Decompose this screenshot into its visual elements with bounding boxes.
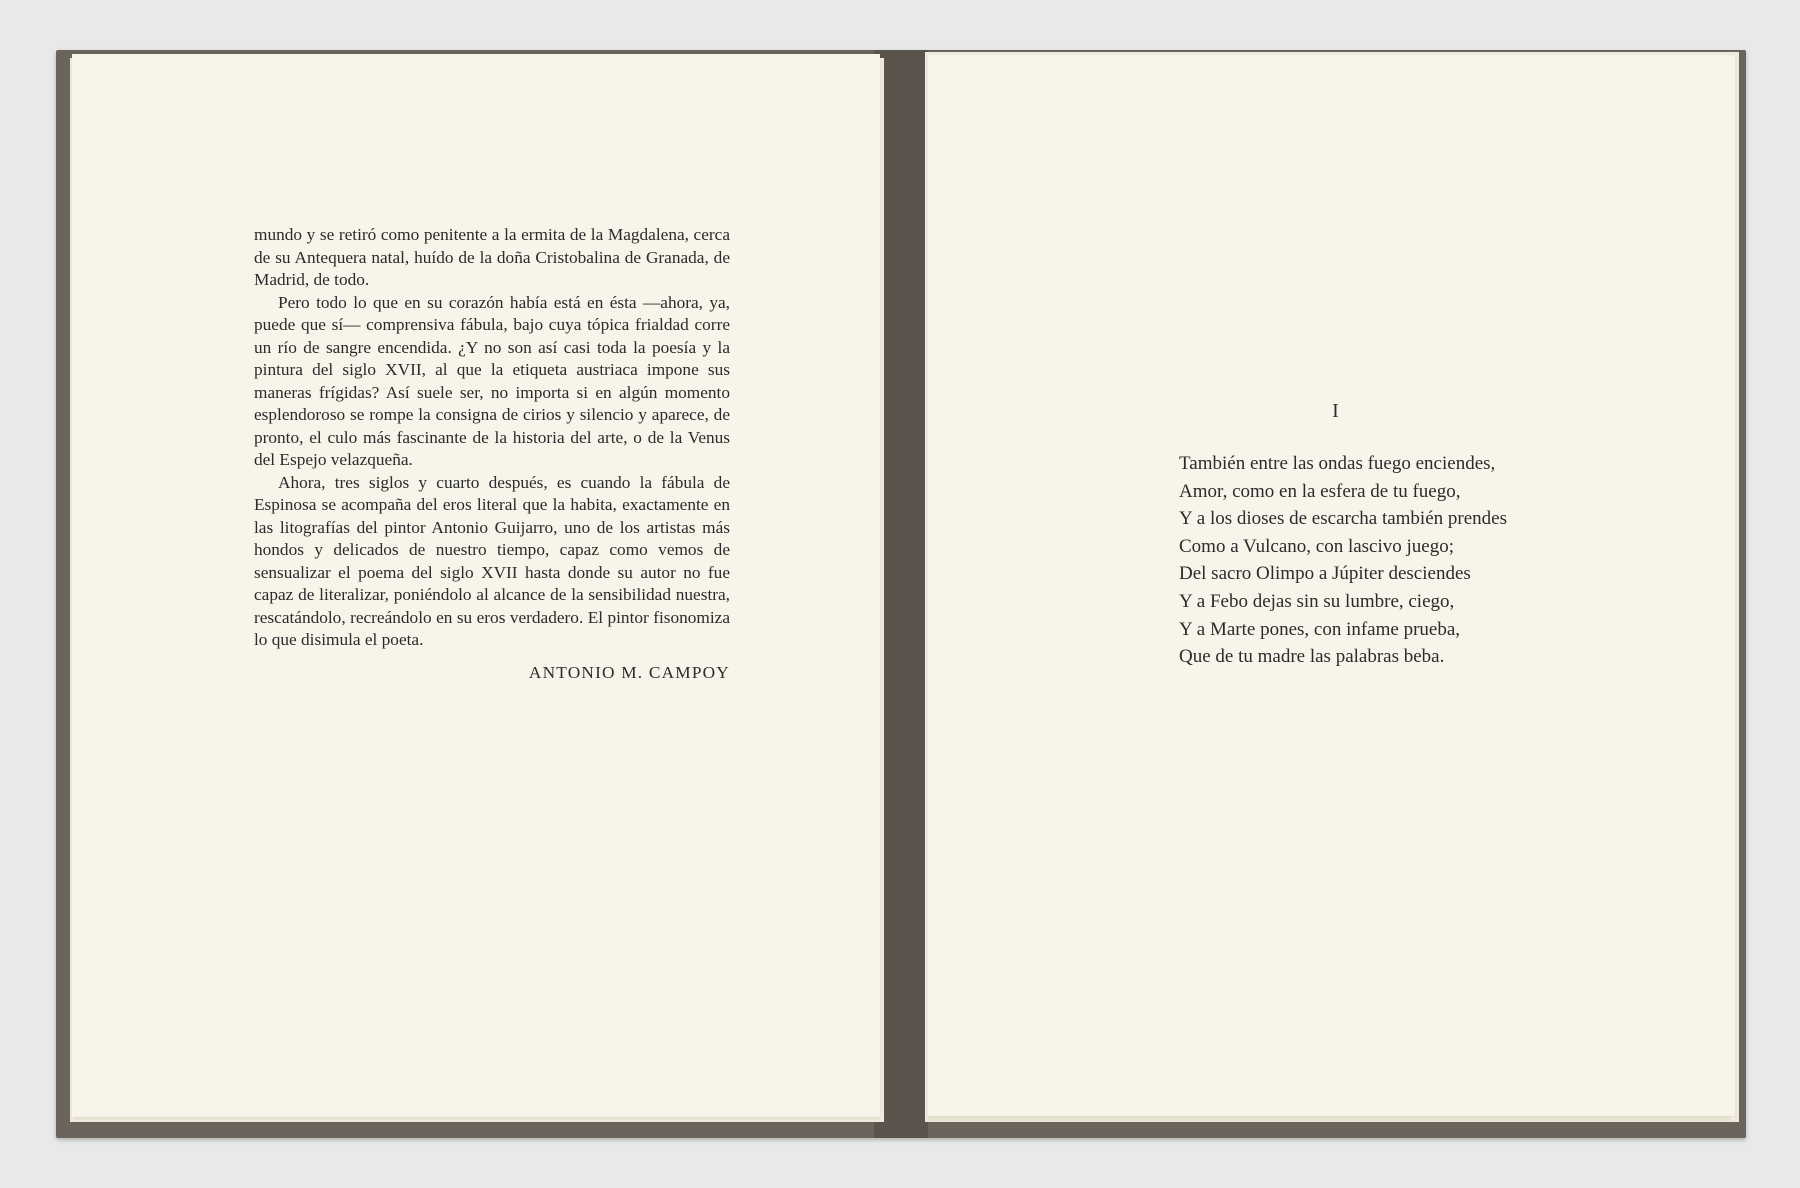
left-page xyxy=(72,54,880,1117)
poem-line: Y a Marte pones, con infame prueba, xyxy=(1179,618,1461,640)
essay-text-block xyxy=(254,224,730,684)
author-signature: ANTONIO M. CAMPOY xyxy=(528,662,730,682)
essay-paragraph: Ahora, tres siglos y cuarto después, es cuando la fábula de Espinosa se acompaña del eros literal que la habita, exactamente en las litografías del pintor Antonio Guijarro, uno de los artistas más hondos y delicados de nuestro tiempo, capaz como vemos de sensualizar el poema del siglo XVII hasta donde su autor no fue capaz de literalizar, poniéndolo al alcance de la sensibilidad nuestra, rescatándolo, recreándolo en su eros verdadero. El pintor fisonomiza lo que disimula el poeta. xyxy=(254,472,730,649)
poem-line: Y a los dioses de escarcha también prendes xyxy=(1179,508,1507,530)
essay-paragraph: mundo y se retiró como penitente a la ermita de la Magdalena, cerca de su Antequera natal, huído de la doña Cristobalina de Granada, de Madrid, de todo. xyxy=(254,225,730,289)
poem-line: Que de tu madre las palabras beba. xyxy=(1179,646,1445,668)
poem-line: Como a Vulcano, con lascivo juego; xyxy=(1179,535,1455,557)
poem-line: También entre las ondas fuego enciendes, xyxy=(1179,453,1496,474)
poem-line: Del sacro Olimpo a Júpiter desciendes xyxy=(1179,563,1471,585)
poem-stanza xyxy=(1179,450,1679,671)
essay-paragraph: Pero todo lo que en su corazón había está en ésta —ahora, ya, puede que sí— comprensiva fábula, bajo cuya tópica frialdad corre un río de sangre encendida. ¿Y no son así casi toda la poesía y la pintura del siglo XVII, al que la etiqueta austriaca impone sus maneras frígidas? Así suele ser, no importa si en algún momento esplendoroso se rompe la consigna de cirios y silencio y aparece, de pronto, el culo más fascinante de la historia del arte, o de la Venus del Espejo velazqueña. xyxy=(254,292,730,469)
poem-line: Amor, como en la esfera de tu fuego, xyxy=(1179,480,1461,502)
right-page xyxy=(928,55,1735,1116)
poem-section-numeral: I xyxy=(1332,400,1339,422)
poem-line: Y a Febo dejas sin su lumbre, ciego, xyxy=(1179,590,1455,612)
